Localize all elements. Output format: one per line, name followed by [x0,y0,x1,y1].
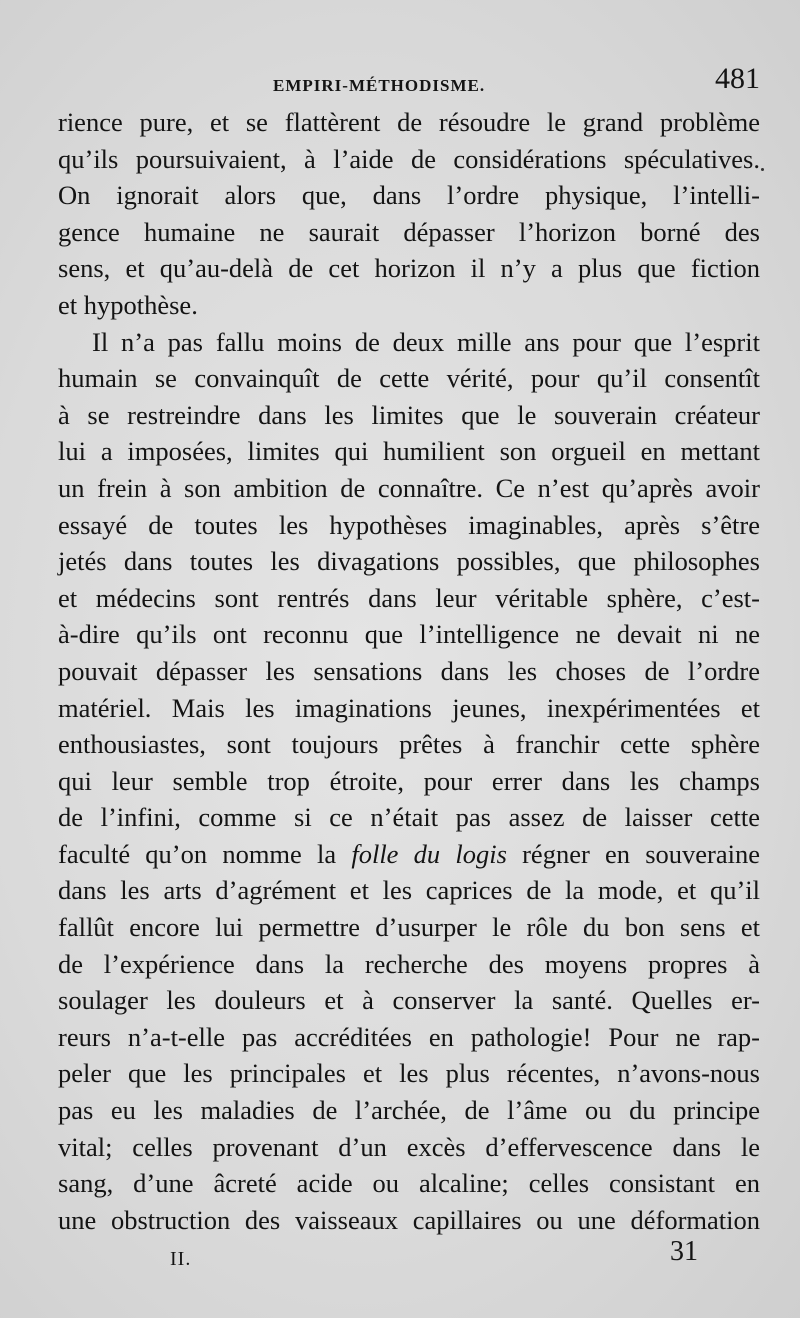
text-line-with-italic: faculté qu’on nomme la folle du logis régner en souveraine [58,838,760,869]
sheet-number: 31 [670,1236,698,1267]
text-line: un frein à son ambition de connaître. Ce n’est qu’après avoir [58,472,760,503]
text-line: à se restreindre dans les limites que le souverain créateur [58,399,760,430]
text-line: qu’ils poursuivaient, à l’aide de considérations spéculatives. [58,143,760,174]
page-number: 481 [715,62,760,95]
running-title: EMPIRI-MÉTHODISME. [273,76,486,95]
text-line: de l’expérience dans la recherche des moyens propres à [58,948,760,979]
text-line: à-dire qu’ils ont reconnu que l’intelligence ne devait ni ne [58,619,760,650]
running-head [58,62,760,102]
italic-phrase: folle du logis [351,838,507,869]
text-line: enthousiastes, sont toujours prêtes à franchir cette sphère [58,729,760,760]
text-line: sang, d’une âcreté acide ou alcaline; celles consistant en [58,1168,760,1199]
text-line: qui leur semble trop étroite, pour errer dans les champs [58,765,760,796]
text-line: pouvait dépasser les sensations dans les choses de l’ordre [58,655,760,686]
paragraph-2 [58,324,760,1239]
text-line: On ignorait alors que, dans l’ordre physique, l’intelli- [58,180,760,211]
body-text [58,104,760,1238]
text-line: dans les arts d’agrément et les caprices de la mode, et qu’il [58,875,760,906]
signature-mark: II. [170,1248,192,1270]
text-line: fallût encore lui permettre d’usurper le rôle du bon sens et [58,912,760,943]
text-line: Il n’a pas fallu moins de deux mille ans pour que l’esprit [92,326,760,357]
text-line: essayé de toutes les hypothèses imaginables, après s’être [58,509,760,540]
paragraph-1 [58,104,760,324]
text-line: peler que les principales et les plus récentes, n’avons-nous [58,1058,760,1089]
text-line: et médecins sont rentrés dans leur véritable sphère, c’est- [58,582,760,613]
text-line: rience pure, et se flattèrent de résoudre le grand problème [58,107,760,137]
text-line: jetés dans toutes les divagations possibles, que philosophes [58,546,760,577]
text-line: reurs n’a-t-elle pas accréditées en pathologie! Pour ne rap- [58,1021,760,1052]
text-line: sens, et qu’au-delà de cet horizon il n’y a plus que fiction [58,253,760,284]
text-line: soulager les douleurs et à conserver la santé. Quelles er- [58,985,760,1016]
text-line: et hypothèse. [58,289,198,320]
page-footer [58,1236,760,1276]
text-line: pas eu les maladies de l’archée, de l’âme ou du principe [58,1095,760,1126]
text-line: une obstruction des vaisseaux capillaires ou une déformation [58,1204,760,1235]
text-line: vital; celles provenant d’un excès d’effervescence dans le [58,1131,760,1162]
text-line: de l’infini, comme si ce n’était pas assez de laisser cette [58,802,760,833]
text-line: matériel. Mais les imaginations jeunes, inexpérimentées et [58,692,760,723]
ink-speck [761,168,764,171]
text-line: gence humaine ne saurait dépasser l’horizon borné des [58,216,760,247]
text-line: lui a imposées, limites qui humilient son orgueil en mettant [58,436,760,467]
text-line: humain se convainquît de cette vérité, pour qu’il consentît [58,363,760,394]
